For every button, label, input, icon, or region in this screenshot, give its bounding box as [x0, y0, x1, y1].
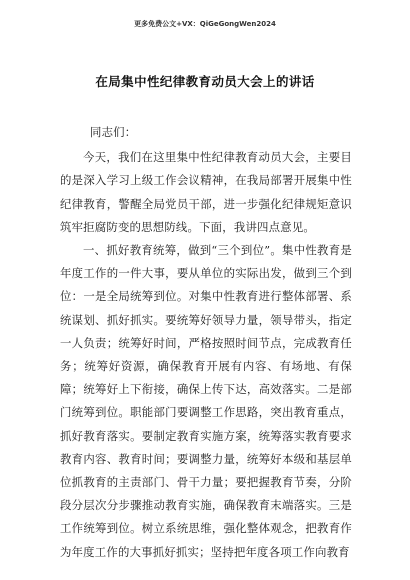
salutation: 同志们：	[90, 125, 137, 139]
document-body	[60, 121, 352, 564]
paragraph-intro: 今天，我们在这里集中性纪律教育动员大会，主要目的是深入学习上级工作会议精神，在我局部署开展集中性纪律教育，警醒全局党员干部，进一步强化纪律规矩意识筑牢拒腐防变的思想防线。下面，我讲四点意见。	[60, 150, 352, 234]
paragraph-section-1: 一、抓好教育统筹，做到“三个到位”。集中性教育是年度工作的一件大事，要从单位的实际出发，做到三个到位：一是全局统筹到位。对集中性教育进行整体部署、系统谋划、抓好抓实。要统筹好领导力量，领导带头，指定一人负责；统筹好时间，严格按照时间节点，完成教育任务；统筹好资源，确保教育开展有内容、有场地、有保障；统筹好上下衔接，确保上传下达，高效落实。二是部门统筹到位。职能部门要调整工作思路，突出教育重点，抓好教育落实。要制定教育实施方案，统筹落实教育要求教育内容、教育时间；要调整力量，统筹好本级和基层单位抓教育的主责部门、骨干力量；要把握教育节奏，分阶段分层次分步骤推动教育实施，确保教育末端落实。三是工作统筹到位。树立系统思维，强化整体观念，把教育作为年度工作的大事抓好抓实；坚持把年度各项工作向教育	[60, 243, 352, 559]
page-header-promo: 更多免费公文+VX：QiGeGongWen2024	[134, 20, 276, 28]
document-title: 在局集中性纪律教育动员大会上的讲话	[95, 74, 315, 89]
